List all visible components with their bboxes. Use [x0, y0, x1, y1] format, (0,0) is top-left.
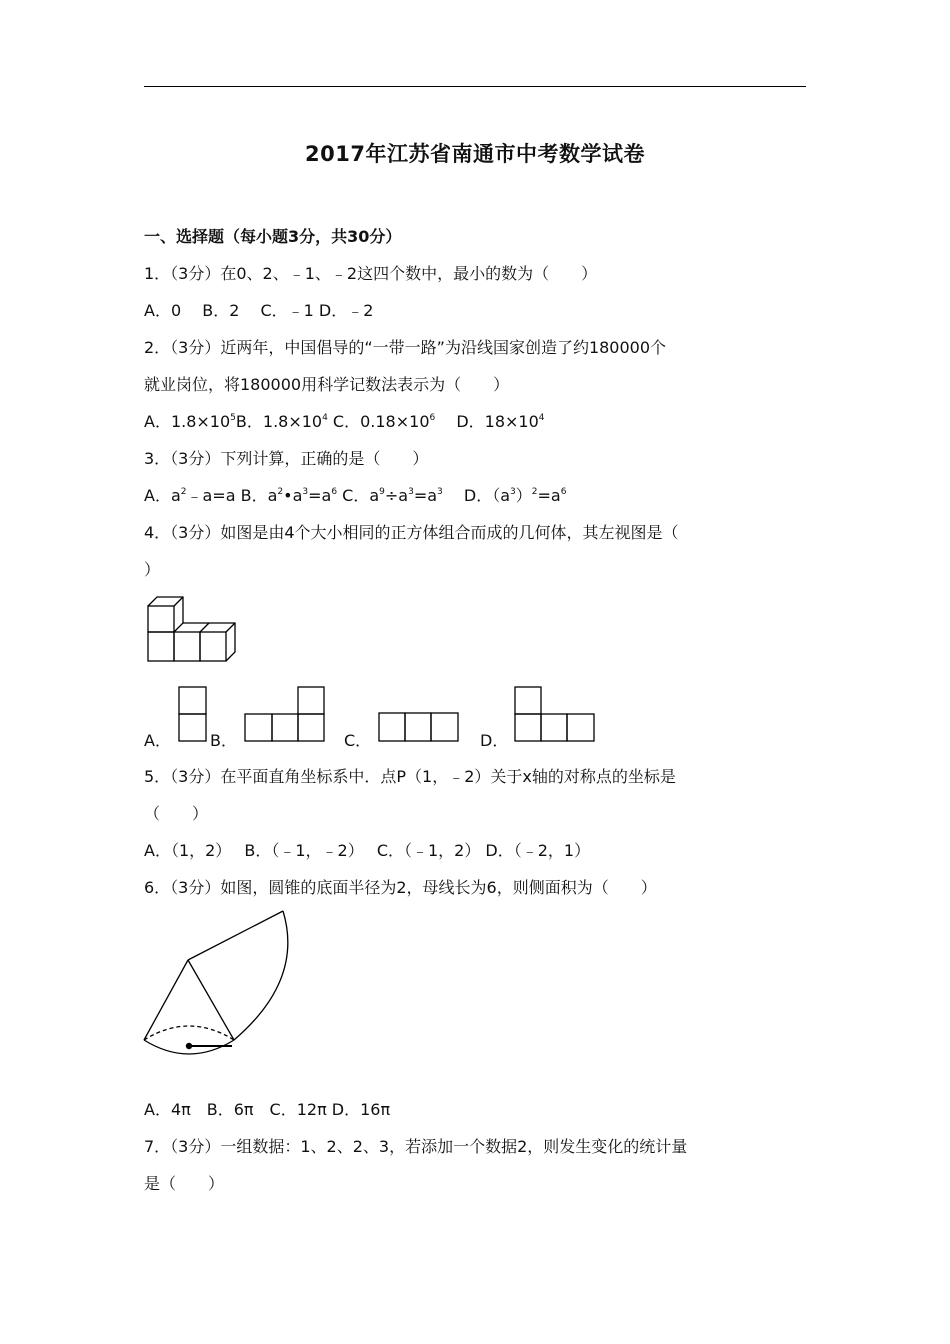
question-2-stem-line2: 就业岗位，将180000用科学记数法表示为（ ） — [144, 375, 510, 394]
header-rule — [144, 86, 806, 87]
question-4-stem-line1: 4．（3分）如图是由4个大小相同的正方体组合而成的几何体，其左视图是（ — [144, 523, 679, 542]
question-7-stem-line2: 是（ ） — [144, 1174, 225, 1193]
option-a-figure — [178, 686, 208, 742]
option-b-figure — [244, 686, 328, 742]
option-a-label: A． — [144, 731, 171, 750]
question-1-options: A．0 B．2 C．﹣1 D．﹣2 — [144, 301, 374, 320]
option-c-figure — [378, 712, 462, 744]
option-d-label: D． — [480, 731, 509, 750]
question-6-options: A．4π B．6π C．12π D．16π — [144, 1100, 391, 1119]
question-3-stem: 3．（3分）下列计算，正确的是（ ） — [144, 449, 429, 468]
question-5-options: A．（1，2） B．（﹣1，﹣2） C．（﹣1，2） D．（﹣2，1） — [144, 841, 591, 860]
question-4-stem-line2: ） — [144, 560, 161, 579]
page-title: 2017年江苏省南通市中考数学试卷 — [305, 142, 645, 166]
cone-figure — [140, 908, 300, 1060]
cube-figure — [146, 596, 242, 666]
question-2-stem-line1: 2．（3分）近两年，中国倡导的“一带一路”为沿线国家创造了约180000个 — [144, 338, 667, 357]
question-6-stem: 6．（3分）如图，圆锥的底面半径为2，母线长为6，则侧面积为（ ） — [144, 878, 657, 897]
question-2-options: A．$1.8\times 10^5B$．$1.8\times 10^4$ C．$0.18\times 10^6$ D．$18\times 10^4$ — [144, 412, 545, 431]
section-heading: 一、选择题（每小题3分，共30分） — [144, 227, 402, 246]
question-3-options: A．$a^2﹣a=a$ B．$a^2•a^3=a^6$ C．$a^9\div a^3=a^3$ D．$(a^3)^2=a^6$ — [144, 486, 567, 505]
question-7-stem-line1: 7．（3分）一组数据：1、2、2、3，若添加一个数据2，则发生变化的统计量 — [144, 1137, 688, 1156]
question-5-stem-line2: （ ） — [144, 804, 209, 823]
option-c-label: C． — [344, 731, 372, 750]
question-5-stem-line1: 5．（3分）在平面直角坐标系中．点P（1，﹣2）关于x轴的对称点的坐标是 — [144, 767, 676, 786]
question-1-stem: 1．（3分）在0、2、﹣1、﹣2这四个数中，最小的数为（ ） — [144, 264, 598, 283]
option-b-label: B． — [210, 731, 237, 750]
option-d-figure — [514, 686, 598, 742]
